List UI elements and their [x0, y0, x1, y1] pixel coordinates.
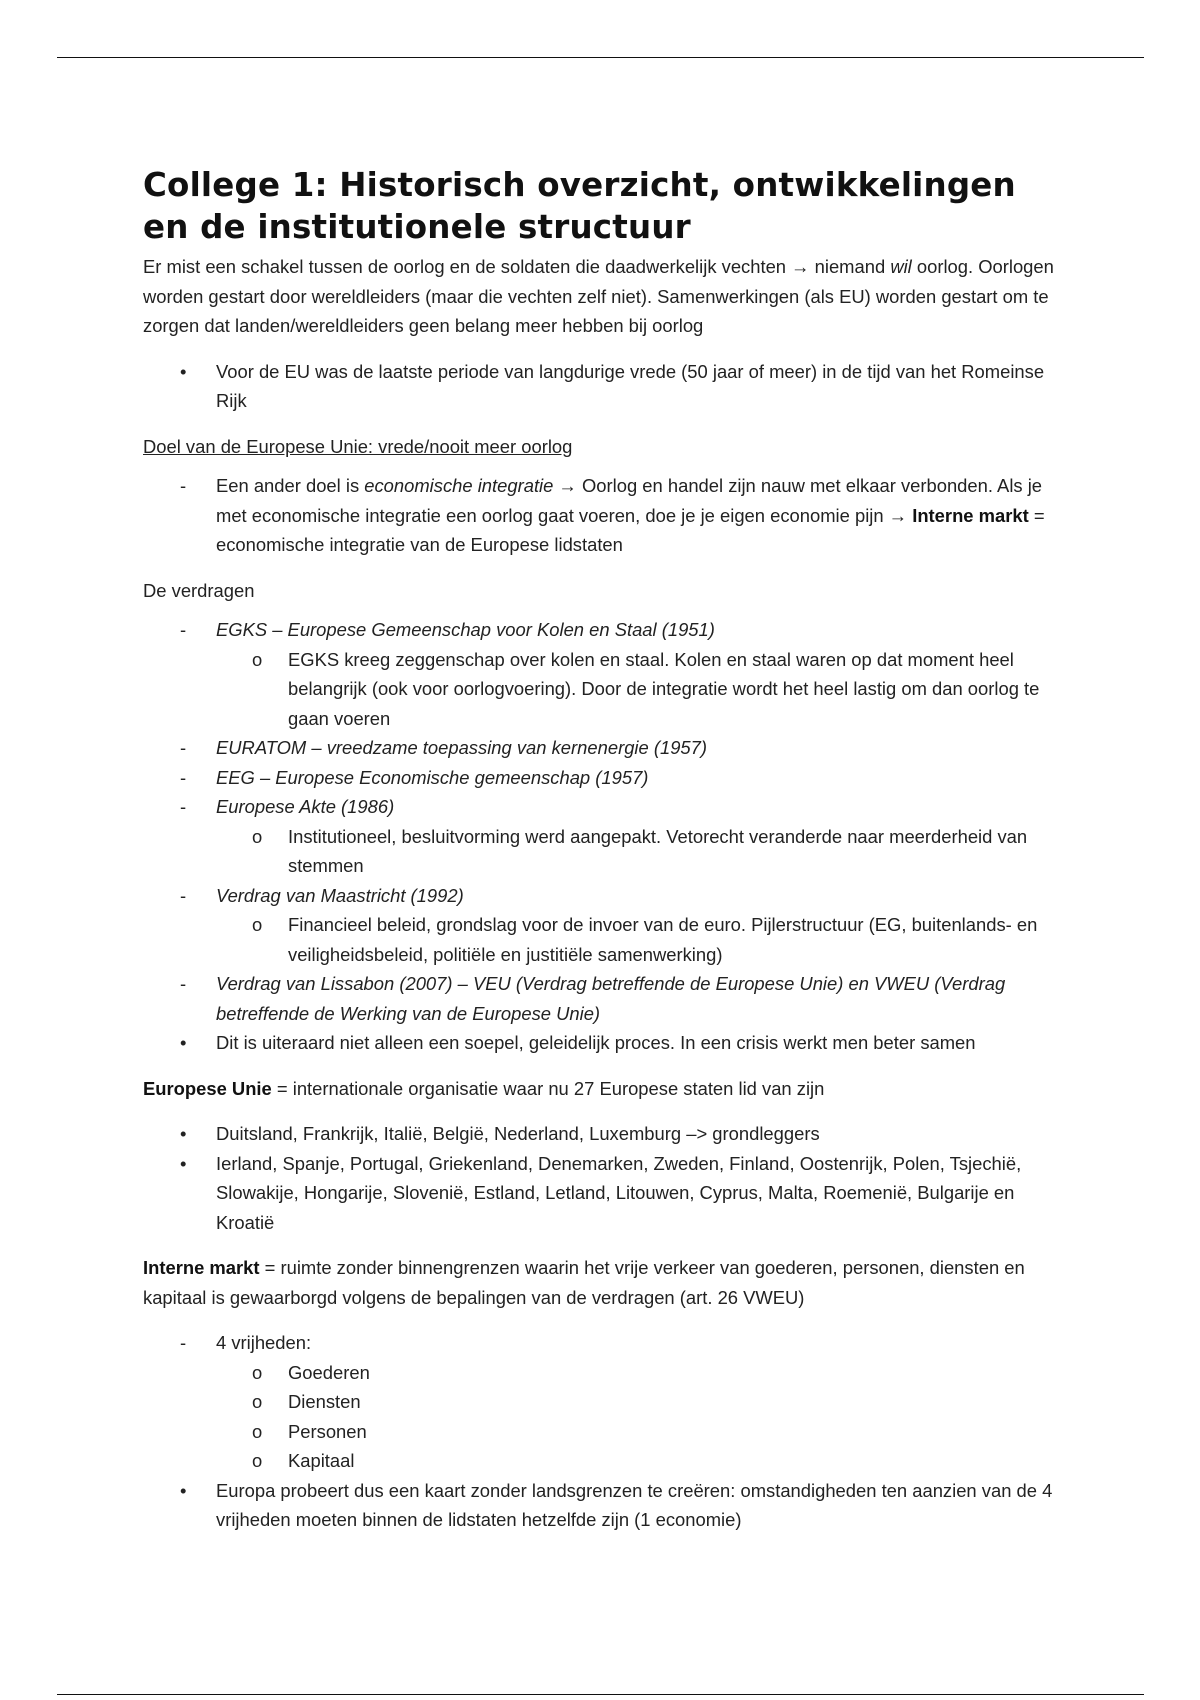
dash-marker: - — [180, 737, 187, 758]
circle-marker: o — [252, 1361, 263, 1383]
list-item: • Ierland, Spanje, Portugal, Griekenland, Denemarken, Zweden, Finland, Oostenrijk, Polen, Tsjechië, Slowakije, Hongarije, Slovenië, Estland, Letland, Litouwen, Cyprus, Malta, Roemenië, Bulgarije en Kroatië — [143, 1149, 1063, 1238]
sub-list-item: o Institutioneel, besluitvorming werd aangepakt. Vetorecht veranderde naar meerderheid van stemmen — [143, 822, 1063, 881]
circle-marker: o — [252, 825, 263, 847]
circle-marker: o — [252, 648, 263, 670]
circle-marker: o — [252, 1420, 263, 1442]
document-body — [143, 164, 1063, 1551]
sub-list-item: o Financieel beleid, grondslag voor de invoer van de euro. Pijlerstructuur (EG, buitenlands- en veiligheidsbeleid, politiële en justitiële samenwerking) — [143, 910, 1063, 969]
bullet-marker: • — [180, 1123, 187, 1144]
bullet-marker: • — [180, 360, 187, 382]
dash-marker: - — [180, 884, 187, 906]
intro-paragraph: Er mist een schakel tussen de oorlog en de soldaten die daadwerkelijk vechten → niemand wil oorlog. Oorlogen worden gestart door wereldleiders (maar die vechten zelf niet). Samenwerkingen (als EU) worden gestart om te zorgen dat landen/wereldleiders geen belang meer hebben bij oorlog — [143, 256, 1054, 336]
list-item: - EURATOM – vreedzame toepassing van kernenergie (1957) — [143, 733, 1063, 763]
vrijheden-list — [143, 1328, 1063, 1535]
bullet-marker: • — [180, 1479, 187, 1501]
sub-list-item: o Goederen — [143, 1358, 1063, 1388]
doel-heading: Doel van de Europese Unie: vrede/nooit meer oorlog — [143, 435, 573, 457]
dash-marker: - — [180, 619, 187, 640]
footer-rule — [57, 1694, 1144, 1695]
list-item: • Dit is uiteraard niet alleen een soepel, geleidelijk proces. In een crisis werkt men beter samen — [143, 1028, 1063, 1058]
interne-markt-definition: Interne markt = ruimte zonder binnengrenzen waarin het vrije verkeer van goederen, personen, diensten en kapitaal is gewaarborgd volgens de bepalingen van de verdragen (art. 26 VWEU) — [143, 1257, 1025, 1308]
verdragen-list — [143, 615, 1063, 1058]
sub-list-item: o Kapitaal — [143, 1446, 1063, 1476]
dash-marker: - — [180, 475, 187, 496]
circle-marker: o — [252, 1391, 263, 1412]
list-item: - EGKS – Europese Gemeenschap voor Kolen en Staal (1951) — [143, 615, 1063, 645]
rijk-list — [143, 357, 1063, 416]
verdragen-heading: De verdragen — [143, 579, 255, 601]
bullet-marker: • — [180, 1152, 187, 1174]
bullet-marker: • — [180, 1032, 187, 1053]
sub-list-item: o Diensten — [143, 1387, 1063, 1417]
page-title: College 1: Historisch overzicht, ontwikkelingen en de institutionele structuur — [143, 166, 1016, 246]
header-rule — [57, 57, 1144, 58]
dash-marker: - — [180, 1332, 187, 1353]
list-item: - Een ander doel is economische integratie → Oorlog en handel zijn nauw met elkaar verbonden. Als je met economische integratie een oorlog gaat voeren, doe je je eigen economie pijn → Interne markt = economische integratie van de Europese lidstaten — [143, 471, 1063, 560]
list-item: • Voor de EU was de laatste periode van langdurige vrede (50 jaar of meer) in de tijd van het Romeinse Rijk — [143, 357, 1063, 416]
list-item: - EEG – Europese Economische gemeenschap (1957) — [143, 763, 1063, 793]
dash-marker: - — [180, 796, 187, 817]
circle-marker: o — [252, 914, 263, 935]
doel-list — [143, 471, 1063, 560]
eu-definition: Europese Unie = internationale organisatie waar nu 27 Europese staten lid van zijn — [143, 1077, 825, 1099]
list-item: - Verdrag van Maastricht (1992) — [143, 881, 1063, 911]
list-item: - Europese Akte (1986) — [143, 792, 1063, 822]
list-item: • Europa probeert dus een kaart zonder landsgrenzen te creëren: omstandigheden ten aanzien van de 4 vrijheden moeten binnen de lidstaten hetzelfde zijn (1 economie) — [143, 1476, 1063, 1535]
circle-marker: o — [252, 1450, 263, 1471]
sub-list-item: o Personen — [143, 1417, 1063, 1447]
sub-list-item: o EGKS kreeg zeggenschap over kolen en staal. Kolen en staal waren op dat moment heel belangrijk (ook voor oorlogvoering). Door de integratie wordt het heel lastig om dan oorlog te gaan voeren — [143, 645, 1063, 734]
list-item: • Duitsland, Frankrijk, Italië, België, Nederland, Luxemburg –> grondleggers — [143, 1119, 1063, 1149]
dash-marker: - — [180, 973, 187, 994]
dash-marker: - — [180, 766, 187, 788]
eu-members-list — [143, 1119, 1063, 1237]
list-item: - 4 vrijheden: — [143, 1328, 1063, 1358]
list-item: - Verdrag van Lissabon (2007) – VEU (Verdrag betreffende de Europese Unie) en VWEU (Verdrag betreffende de Werking van de Europese Unie) — [143, 969, 1063, 1028]
